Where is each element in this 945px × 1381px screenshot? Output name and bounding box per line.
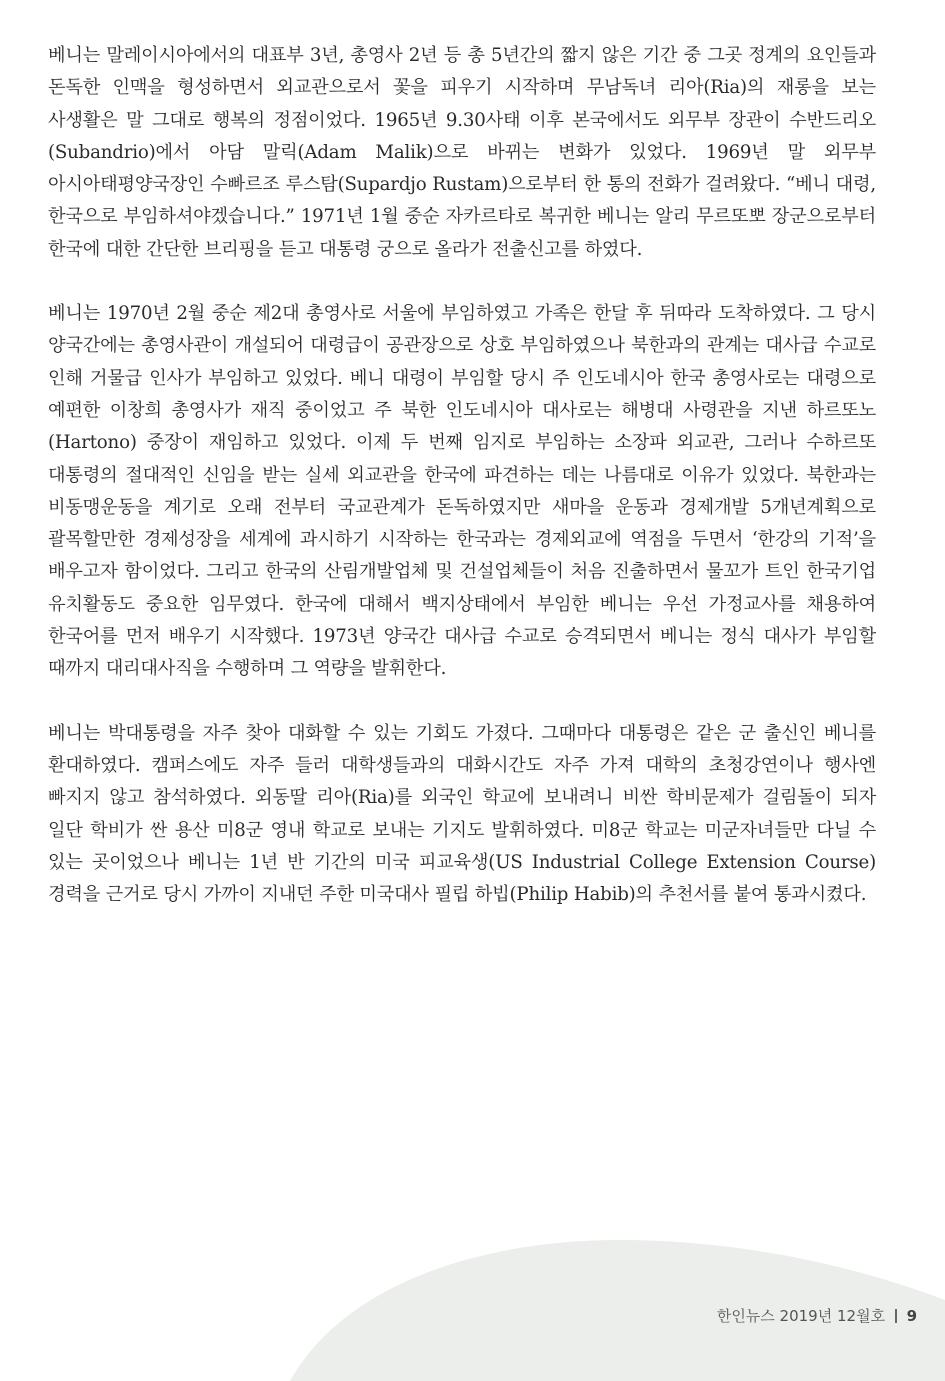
page-number: 9 [906,1306,917,1325]
page-footer [717,1305,917,1326]
paragraph-3: 베니는 박대통령을 자주 찾아 대화할 수 있는 기회도 가졌다. 그때마다 대통령은 같은 군 출신인 베니를 환대하였다. 캠퍼스에도 자주 들러 대학생들과의 대화시간도 자주 가져 대학의 초청강연이나 행사엔 빠지지 않고 참석하였다. 외동딸 리아(Ria)를 외국인 학교에 보내려니 비싼 학비문제가 걸림돌이 되자 일단 학비가 싼 용산 미8군 영내 학교로 보내는 기지도 발휘하였다. 미8군 학교는 미군자녀들만 다닐 수 있는 곳이었으나 베니는 1년 반 기간의 미국 피교육생(US Industrial College Extension Course) 경력을 근거로 당시 가까이 지내던 주한 미국대사 필립 하빕(Philip Habib)의 추천서를 붙여 통과시켰다. [48,722,876,906]
footer-divider [895,1309,897,1323]
publication-name: 한인뉴스 2019년 12월호 [716,1307,886,1325]
paragraph-2: 베니는 1970년 2월 중순 제2대 총영사로 서울에 부임하였고 가족은 한달 후 뒤따라 도착하였다. 그 당시 양국간에는 총영사관이 개설되어 대령급이 공관장으로 상호 부임하였으나 북한과의 관계는 대사급 수교로 인해 거물급 인사가 부임하고 있었다. 베니 대령이 부임할 당시 주 인도네시아 한국 총영사로는 대령으로 예편한 이창희 총영사가 재직 중이었고 주 북한 인도네시아 대사로는 해병대 사령관을 지낸 하르또노(Hartono) 중장이 재임하고 있었다. 이제 두 번째 임지로 부임하는 소장파 외교관, 그러나 수하르또 대통령의 절대적인 신임을 받는 실세 외교관을 한국에 파견하는 데는 나름대로 이유가 있었다. 북한과는 비동맹운동을 계기로 오래 전부터 국교관계가 돈독하였지만 새마을 운동과 경제개발 5개년계획으로 괄목할만한 경제성장을 세계에 과시하기 시작하는 한국과는 경제외교에 역점을 두면서 ‘한강의 기적’을 배우고자 함이었다. 그리고 한국의 산림개발업체 및 건설업체들이 처음 진출하면서 물꼬가 트인 한국기업 유치활동도 중요한 임무였다. 한국에 대해서 백지상태에서 부임한 베니는 우선 가정교사를 채용하여 한국어를 먼저 배우기 시작했다. 1973년 양국간 대사급 수교로 승격되면서 베니는 정식 대사가 부임할 때까지 대리대사직을 수행하며 그 역량을 발휘한다. [48,303,876,680]
paragraph-1: 베니는 말레이시아에서의 대표부 3년, 총영사 2년 등 총 5년간의 짧지 않은 기간 중 그곳 정계의 요인들과 돈독한 인맥을 형성하면서 외교관으로서 꽃을 피우기 시작하며 무남독녀 리아(Ria)의 재롱을 보는 사생활은 말 그대로 행복의 정점이었다. 1965년 9.30사태 이후 본국에서도 외무부 장관이 수반드리오(Subandrio)에서 아담 말릭(Adam Malik)으로 바뀌는 변화가 있었다. 1969년 말 외무부 아시아태평양국장인 수빠르조 루스탐(Supardjo Rustam)으로부터 한 통의 전화가 걸려왔다. “베니 대령, 한국으로 부임하셔야겠습니다.” 1971년 1월 중순 자카르타로 복귀한 베니는 알리 무르또뽀 장군으로부터 한국에 대한 간단한 브리핑을 듣고 대통령 궁으로 올라가 전출신고를 하였다. [48,45,876,260]
article-body [48,40,876,943]
